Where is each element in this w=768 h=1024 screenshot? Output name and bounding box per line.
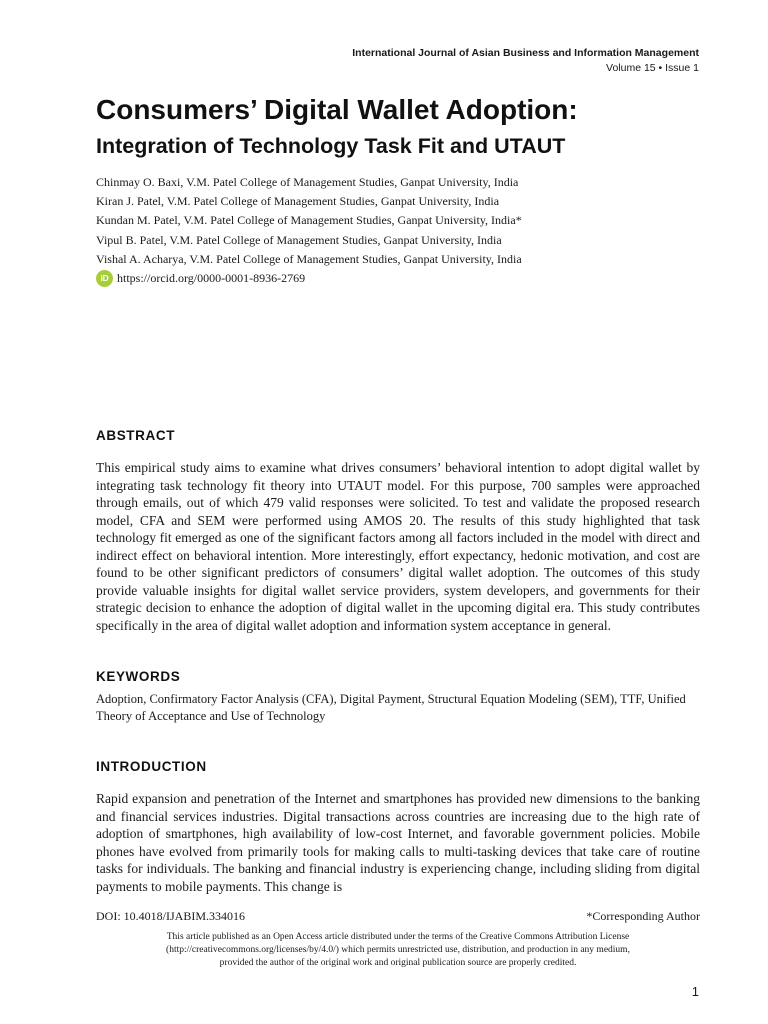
paper-title: Consumers’ Digital Wallet Adoption:: [96, 94, 578, 125]
volume-issue: Volume 15 • Issue 1: [606, 62, 699, 74]
orcid-line: [96, 269, 706, 288]
author-affiliation: Chinmay O. Baxi, V.M. Patel College of Management Studies, Ganpat University, India: [96, 175, 519, 189]
license-line: (http://creativecommons.org/licenses/by/4.0/) which permits unrestricted use, distribution, and production in any medium,: [166, 945, 630, 955]
doi: DOI: 10.4018/IJABIM.334016: [96, 909, 245, 923]
paper-subtitle: Integration of Technology Task Fit and UTAUT: [96, 134, 566, 158]
orcid-link[interactable]: https://orcid.org/0000-0001-8936-2769: [117, 271, 306, 286]
keywords-text: Adoption, Confirmatory Factor Analysis (CFA), Digital Payment, Structural Equation Modeling (SEM), TTF, Unified Theory of Acceptance and Use of Technology: [96, 692, 686, 723]
license-notice: [96, 931, 700, 970]
abstract-text: This empirical study aims to examine what drives consumers’ behavioral intention to adopt digital wallet by integrating task technology fit theory into UTAUT model. For this purpose, 700 samples were approached through emails, out of which 479 valid responses were solicited. To test and validate the proposed research model, CFA and SEM were performed using AMOS 20. The results of this study highlighted that task technology fit emerged as one of the significant factors among all factors included in the model with direct and indirect effect on behavioral intention. More interestingly, effort expectancy, hedonic motivation, and cost are found to be other significant predictors of consumers’ digital wallet adoption. The outcomes of this study provide valuable insights for digital wallet service providers, system developers, and governments for their strategic decision to enhance the adoption of digital wallet in the upcoming digital era. This study contributes specifically in the area of digital wallet adoption and information system acceptance in general.: [96, 460, 700, 633]
author-affiliation: Vipul B. Patel, V.M. Patel College of Management Studies, Ganpat University, India: [96, 232, 502, 247]
introduction-heading: INTRODUCTION: [96, 759, 207, 774]
journal-name: International Journal of Asian Business and Information Management: [352, 47, 699, 59]
author-affiliation: Vishal A. Acharya, V.M. Patel College of Management Studies, Ganpat University, India: [96, 251, 522, 266]
license-line: provided the author of the original work and original publication source are properly credited.: [219, 958, 577, 968]
journal-header: [352, 46, 699, 76]
orcid-icon: iD: [96, 270, 113, 287]
author-affiliation: Kundan M. Patel, V.M. Patel College of Management Studies, Ganpat University, India*: [96, 213, 522, 228]
page-number: 1: [691, 984, 699, 999]
abstract-heading: ABSTRACT: [96, 428, 176, 443]
license-line: This article published as an Open Access article distributed under the terms of the Creative Commons Attribution License: [166, 932, 630, 942]
author-affiliation: Kiran J. Patel, V.M. Patel College of Management Studies, Ganpat University, India: [96, 194, 500, 209]
keywords-heading: KEYWORDS: [96, 669, 181, 684]
author-list: [96, 173, 706, 288]
corresponding-author-note: *Corresponding Author: [586, 909, 700, 923]
introduction-text: Rapid expansion and penetration of the Internet and smartphones has provided new dimensions to the banking and financial services industries. Digital transactions across countries are increasing due to the high rate of adoption of smartphones, high availability of low-cost Internet, and favorable government policies. Mobile phones have evolved from primarily tools for making calls to multi-tasking devices that take care of routine tasks for individuals. The banking and financial industry is experiencing change, including sliding from digital payments to mobile payments. This change is: [96, 791, 700, 894]
